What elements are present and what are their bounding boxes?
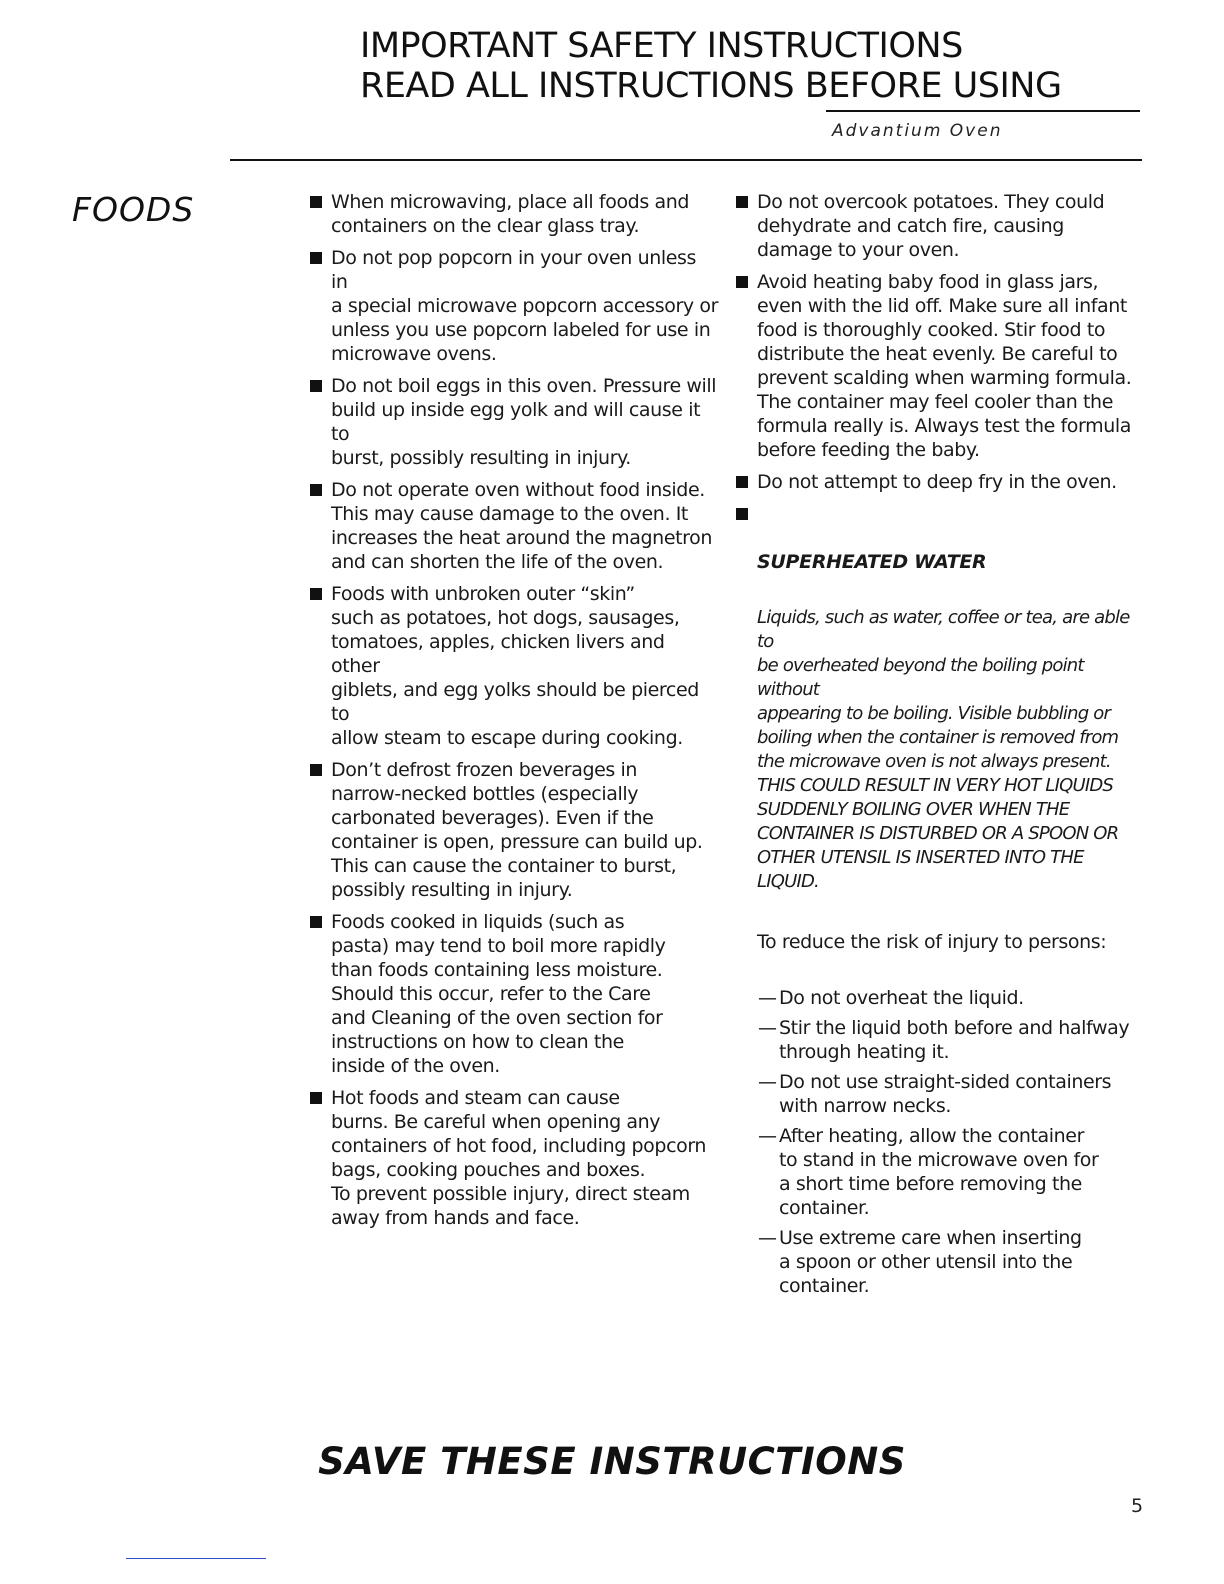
header-divider xyxy=(230,159,1142,161)
dash-icon: — xyxy=(758,987,777,1009)
list-item xyxy=(308,1086,718,1230)
list-item xyxy=(308,758,718,902)
list-item xyxy=(308,478,718,574)
superheated-water-warning: Liquids, such as water, coffee or tea, are able to be overheated beyond the boiling point without appearing to be boiling. Visible bubbling or boiling when the container is removed from the microwave oven is not always present. THIS COULD RESULT IN VERY HOT LIQUIDS SUDDENLY BOILING OVER WHEN THE CONTAINER IS DISTURBED OR A SPOON OR OTHER UTENSIL IS INSERTED INTO THE LIQUID. xyxy=(757,607,1130,892)
page-number: 5 xyxy=(1131,1495,1144,1517)
bullet-square-icon xyxy=(310,252,322,264)
bullet-square-icon xyxy=(736,276,748,288)
list-item xyxy=(308,190,718,238)
bullet-square-icon xyxy=(736,508,748,520)
page-title-line-1: IMPORTANT SAFETY INSTRUCTIONS xyxy=(360,26,963,66)
dash-icon: — xyxy=(758,1017,777,1039)
footer-link-underline xyxy=(126,1558,266,1559)
list-item xyxy=(734,190,1144,262)
list-item-text: Hot foods and steam can cause burns. Be careful when opening any containers of hot food, including popcorn bags, cooking pouches and boxes. To prevent possible injury, direct steam away from hands and face. xyxy=(331,1087,707,1229)
section-title: FOODS xyxy=(72,190,195,229)
list-item xyxy=(308,582,718,750)
list-item xyxy=(734,1016,1144,1064)
page-title-line-2: READ ALL INSTRUCTIONS BEFORE USING xyxy=(360,66,1062,106)
right-column xyxy=(734,190,1144,1304)
dash-icon: — xyxy=(758,1125,777,1147)
list-item xyxy=(734,1226,1144,1298)
list-item xyxy=(734,1070,1144,1118)
list-item-text: Do not use straight-sided containers with narrow necks. xyxy=(779,1071,1112,1117)
list-item-text: Foods cooked in liquids (such as pasta) may tend to boil more rapidly than foods containing less moisture. Should this occur, refer to the Care and Cleaning of the oven section for instructions on how to clean the inside of the oven. xyxy=(331,911,666,1077)
bullet-square-icon xyxy=(736,196,748,208)
bullet-square-icon xyxy=(736,476,748,488)
risk-reduction-intro: To reduce the risk of injury to persons: xyxy=(757,931,1107,953)
list-item xyxy=(734,1124,1144,1220)
list-item-text: Use extreme care when inserting a spoon or other utensil into the container. xyxy=(779,1227,1082,1297)
list-item-text: Don’t defrost frozen beverages in narrow-necked bottles (especially carbonated beverages). Even if the container is open, pressure can build up. This can cause the container to burst, possibly resulting in injury. xyxy=(331,759,703,901)
header-divider-short xyxy=(826,110,1140,112)
list-item-text: After heating, allow the container to stand in the microwave oven for a short time before removing the container. xyxy=(779,1125,1099,1219)
bullet-square-icon xyxy=(310,1092,322,1104)
list-item-text: Foods with unbroken outer “skin” such as potatoes, hot dogs, sausages, tomatoes, apples, chicken livers and other giblets, and egg yolks should be pierced to allow steam to escape during cooking. xyxy=(331,583,699,749)
left-column xyxy=(308,190,718,1238)
list-item-text: Do not overheat the liquid. xyxy=(779,987,1024,1009)
list-item-text: Do not attempt to deep fry in the oven. xyxy=(757,471,1117,493)
list-item xyxy=(308,374,718,470)
product-name: Advantium Oven xyxy=(832,121,1003,141)
bullet-square-icon xyxy=(310,380,322,392)
list-item-text: Stir the liquid both before and halfway through heating it. xyxy=(779,1017,1130,1063)
bullet-square-icon xyxy=(310,588,322,600)
list-item xyxy=(308,910,718,1078)
page-title xyxy=(360,26,1140,106)
list-item-text: Do not pop popcorn in your oven unless in a special microwave popcorn accessory or unless you use popcorn labeled for use in microwave ovens. xyxy=(331,247,718,365)
list-item xyxy=(734,470,1144,494)
save-instructions-banner: SAVE THESE INSTRUCTIONS xyxy=(318,1440,906,1483)
risk-reduction-list xyxy=(734,986,1144,1298)
list-item xyxy=(308,246,718,366)
bullet-square-icon xyxy=(310,196,322,208)
bullet-square-icon xyxy=(310,484,322,496)
left-bullet-list xyxy=(308,190,718,1230)
bullet-square-icon xyxy=(310,764,322,776)
list-item xyxy=(734,270,1144,462)
list-item-text: Do not overcook potatoes. They could dehydrate and catch fire, causing damage to your oven. xyxy=(757,191,1105,261)
superheated-water-section xyxy=(734,502,1144,978)
dash-icon: — xyxy=(758,1071,777,1093)
list-item xyxy=(734,986,1144,1010)
superheated-water-title: SUPERHEATED WATER xyxy=(757,551,987,573)
list-item-text: Do not boil eggs in this oven. Pressure will build up inside egg yolk and will cause it to burst, possibly resulting in injury. xyxy=(331,375,717,469)
right-bullet-list xyxy=(734,190,1144,978)
list-item-text: When microwaving, place all foods and containers on the clear glass tray. xyxy=(331,191,690,237)
list-item-text: Do not operate oven without food inside. This may cause damage to the oven. It increases the heat around the magnetron and can shorten the life of the oven. xyxy=(331,479,713,573)
bullet-square-icon xyxy=(310,916,322,928)
dash-icon: — xyxy=(758,1227,777,1249)
list-item-text: Avoid heating baby food in glass jars, even with the lid off. Make sure all infant food is thoroughly cooked. Stir food to distribute the heat evenly. Be careful to prevent scalding when warming formula. The container may feel cooler than the formula really is. Always test the formula before feeding the baby. xyxy=(757,271,1132,461)
